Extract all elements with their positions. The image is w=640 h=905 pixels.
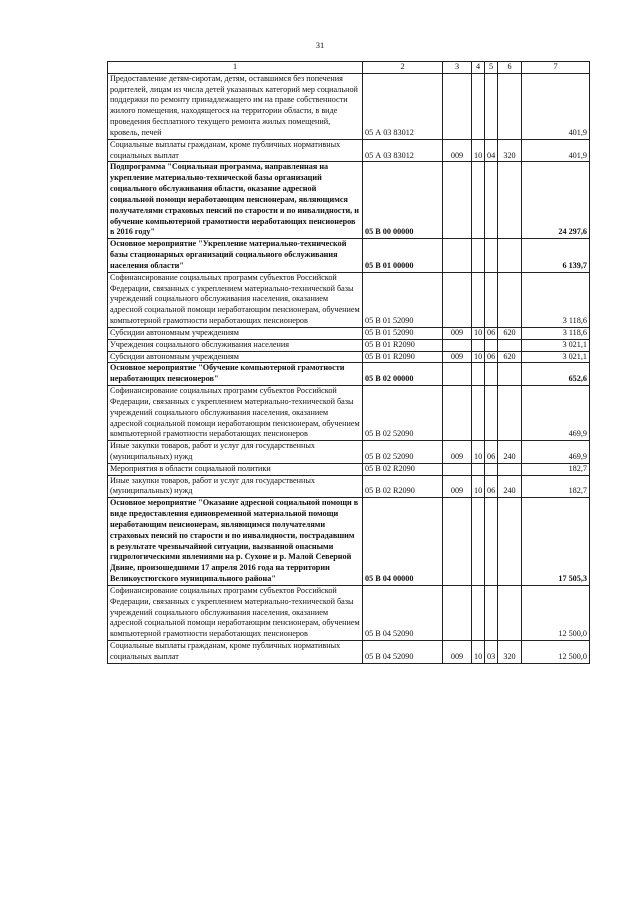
row-sum-cell: 3 118,6 bbox=[522, 327, 590, 339]
row-name-cell: Социальные выплаты гражданам, кроме публичных нормативных социальных выплат bbox=[108, 139, 363, 162]
table-row bbox=[108, 339, 590, 351]
row-sum-cell: 12 500,0 bbox=[522, 585, 590, 640]
row-ministry-code-cell: 009 bbox=[443, 327, 472, 339]
row-expense-type-cell bbox=[498, 585, 522, 640]
row-section-cell bbox=[472, 239, 485, 272]
row-subsection-cell bbox=[485, 585, 498, 640]
row-section-cell bbox=[472, 585, 485, 640]
row-name-cell: Предоставление детям-сиротам, детям, оставшимся без попечения родителей, лицам из числа детей указанных категорий мер социальной поддержки по ремонту принадлежащего им на праве собственности жилого помещения, находящегося на территории области, в виде проведения бесплатного текущего ремонта жилых помещений, кровель, печей bbox=[108, 73, 363, 139]
row-expense-type-cell: 620 bbox=[498, 351, 522, 363]
row-ministry-code-cell bbox=[443, 162, 472, 239]
row-expense-type-cell bbox=[498, 363, 522, 386]
table-row bbox=[108, 327, 590, 339]
row-code-cell: 05 В 01 52090 bbox=[363, 327, 443, 339]
row-sum-cell: 182,7 bbox=[522, 475, 590, 498]
header-cell-7: 7 bbox=[522, 62, 590, 74]
row-code-cell: 05 В 04 00000 bbox=[363, 498, 443, 586]
row-ministry-code-cell: 009 bbox=[443, 441, 472, 464]
row-section-cell: 10 bbox=[472, 441, 485, 464]
row-name-cell: Основное мероприятие "Оказание адресной социальной помощи в виде предоставления единовременной материальной помощи неработающим пенсионерам, являющимся получателями страховых пенсий по старости и по инвалидности, пострадавшим в результате чрезвычайной ситуации, вызванной опасными гидрологическими явлениями на р. Сухоне и р. Малой Северной Двине, произошедшими 17 апреля 2016 года на территории Великоустюгского муниципального района" bbox=[108, 498, 363, 586]
row-sum-cell: 652,6 bbox=[522, 363, 590, 386]
row-expense-type-cell: 240 bbox=[498, 475, 522, 498]
row-expense-type-cell bbox=[498, 339, 522, 351]
row-name-cell: Основное мероприятие "Обучение компьютерной грамотности неработающих пенсионеров" bbox=[108, 363, 363, 386]
row-sum-cell: 6 139,7 bbox=[522, 239, 590, 272]
row-subsection-cell bbox=[485, 73, 498, 139]
row-section-cell bbox=[472, 386, 485, 441]
row-section-cell bbox=[472, 498, 485, 586]
table-row bbox=[108, 585, 590, 640]
row-ministry-code-cell: 009 bbox=[443, 351, 472, 363]
row-code-cell: 05 В 02 R2090 bbox=[363, 463, 443, 475]
row-name-cell: Учреждения социального обслуживания населения bbox=[108, 339, 363, 351]
table-row bbox=[108, 641, 590, 664]
row-section-cell bbox=[472, 73, 485, 139]
table-row bbox=[108, 139, 590, 162]
row-section-cell bbox=[472, 363, 485, 386]
budget-table bbox=[107, 61, 590, 664]
row-section-cell: 10 bbox=[472, 139, 485, 162]
row-ministry-code-cell bbox=[443, 463, 472, 475]
row-ministry-code-cell bbox=[443, 272, 472, 327]
row-ministry-code-cell bbox=[443, 239, 472, 272]
row-subsection-cell: 06 bbox=[485, 327, 498, 339]
row-sum-cell: 24 297,6 bbox=[522, 162, 590, 239]
row-sum-cell: 401,9 bbox=[522, 73, 590, 139]
row-code-cell: 05 В 01 52090 bbox=[363, 272, 443, 327]
header-cell-3: 3 bbox=[443, 62, 472, 74]
row-expense-type-cell: 320 bbox=[498, 139, 522, 162]
row-sum-cell: 401,9 bbox=[522, 139, 590, 162]
header-cell-4: 4 bbox=[472, 62, 485, 74]
row-name-cell: Основное мероприятие "Укрепление материально-технической базы стационарных организаций социального обслуживания населения области" bbox=[108, 239, 363, 272]
row-code-cell: 05 В 02 R2090 bbox=[363, 475, 443, 498]
row-expense-type-cell bbox=[498, 73, 522, 139]
table-row bbox=[108, 386, 590, 441]
table-row bbox=[108, 239, 590, 272]
row-expense-type-cell: 320 bbox=[498, 641, 522, 664]
row-sum-cell: 17 505,3 bbox=[522, 498, 590, 586]
row-ministry-code-cell bbox=[443, 386, 472, 441]
row-subsection-cell bbox=[485, 363, 498, 386]
row-code-cell: 05 В 00 00000 bbox=[363, 162, 443, 239]
row-section-cell: 10 bbox=[472, 641, 485, 664]
row-sum-cell: 3 021,1 bbox=[522, 351, 590, 363]
row-ministry-code-cell: 009 bbox=[443, 139, 472, 162]
row-section-cell: 10 bbox=[472, 327, 485, 339]
row-name-cell: Социальные выплаты гражданам, кроме публичных нормативных социальных выплат bbox=[108, 641, 363, 664]
table-row bbox=[108, 162, 590, 239]
row-subsection-cell bbox=[485, 463, 498, 475]
row-code-cell: 05 В 01 R2090 bbox=[363, 351, 443, 363]
row-section-cell bbox=[472, 339, 485, 351]
row-name-cell: Подпрограмма "Социальная программа, направленная на укрепление материально-технической базы организаций социального обслуживания области, оказание адресной социальной помощи неработающим пенсионерам, являющимся получателями страховых пенсий по старости и по инвалидности, и обучение компьютерной грамотности неработающих пенсионеров в 2016 году" bbox=[108, 162, 363, 239]
row-sum-cell: 469,9 bbox=[522, 441, 590, 464]
row-code-cell: 05 В 02 00000 bbox=[363, 363, 443, 386]
row-name-cell: Софинансирование социальных программ субъектов Российской Федерации, связанных с укреплением материально-технической базы учреждений социального обслуживания населения, оказанием адресной социальной помощи неработающим пенсионерам, обучением компьютерной грамотности неработающих пенсионеров bbox=[108, 272, 363, 327]
row-code-cell: 05 В 01 R2090 bbox=[363, 339, 443, 351]
header-cell-1: 1 bbox=[108, 62, 363, 74]
row-expense-type-cell: 620 bbox=[498, 327, 522, 339]
row-name-cell: Софинансирование социальных программ субъектов Российской Федерации, связанных с укреплением материально-технической базы учреждений социального обслуживания населения, оказанием адресной социальной помощи неработающим пенсионерам, обучением компьютерной грамотности неработающих пенсионеров bbox=[108, 386, 363, 441]
table-row bbox=[108, 441, 590, 464]
row-code-cell: 05 В 04 52090 bbox=[363, 641, 443, 664]
table-row bbox=[108, 363, 590, 386]
row-subsection-cell bbox=[485, 498, 498, 586]
row-sum-cell: 12 500,0 bbox=[522, 641, 590, 664]
row-code-cell: 05 А 03 83012 bbox=[363, 139, 443, 162]
row-name-cell: Мероприятия в области социальной политики bbox=[108, 463, 363, 475]
table-row bbox=[108, 272, 590, 327]
row-subsection-cell: 06 bbox=[485, 351, 498, 363]
table-row bbox=[108, 498, 590, 586]
row-sum-cell: 182,7 bbox=[522, 463, 590, 475]
row-ministry-code-cell bbox=[443, 585, 472, 640]
row-name-cell: Софинансирование социальных программ субъектов Российской Федерации, связанных с укреплением материально-технической базы учреждений социального обслуживания населения, оказанием адресной социальной помощи неработающим пенсионерам, обучением компьютерной грамотности неработающих пенсионеров bbox=[108, 585, 363, 640]
row-expense-type-cell bbox=[498, 162, 522, 239]
row-section-cell: 10 bbox=[472, 475, 485, 498]
row-code-cell: 05 В 01 00000 bbox=[363, 239, 443, 272]
row-subsection-cell: 06 bbox=[485, 441, 498, 464]
row-subsection-cell: 04 bbox=[485, 139, 498, 162]
row-expense-type-cell bbox=[498, 239, 522, 272]
row-section-cell bbox=[472, 272, 485, 327]
row-expense-type-cell bbox=[498, 386, 522, 441]
row-name-cell: Иные закупки товаров, работ и услуг для государственных (муниципальных) нужд bbox=[108, 475, 363, 498]
row-ministry-code-cell bbox=[443, 339, 472, 351]
table-row bbox=[108, 351, 590, 363]
header-cell-2: 2 bbox=[363, 62, 443, 74]
row-name-cell: Субсидии автономным учреждениям bbox=[108, 351, 363, 363]
row-expense-type-cell: 240 bbox=[498, 441, 522, 464]
row-section-cell: 10 bbox=[472, 351, 485, 363]
row-subsection-cell: 06 bbox=[485, 475, 498, 498]
row-ministry-code-cell bbox=[443, 363, 472, 386]
row-subsection-cell bbox=[485, 272, 498, 327]
row-code-cell: 05 В 04 52090 bbox=[363, 585, 443, 640]
row-subsection-cell bbox=[485, 339, 498, 351]
table-header-row bbox=[108, 62, 590, 74]
row-subsection-cell: 03 bbox=[485, 641, 498, 664]
row-code-cell: 05 В 02 52090 bbox=[363, 386, 443, 441]
row-expense-type-cell bbox=[498, 272, 522, 327]
row-name-cell: Субсидии автономным учреждениям bbox=[108, 327, 363, 339]
row-ministry-code-cell bbox=[443, 498, 472, 586]
table-row bbox=[108, 475, 590, 498]
row-subsection-cell bbox=[485, 239, 498, 272]
row-code-cell: 05 В 02 52090 bbox=[363, 441, 443, 464]
row-name-cell: Иные закупки товаров, работ и услуг для государственных (муниципальных) нужд bbox=[108, 441, 363, 464]
row-section-cell bbox=[472, 162, 485, 239]
row-expense-type-cell bbox=[498, 498, 522, 586]
header-cell-5: 5 bbox=[485, 62, 498, 74]
table-row bbox=[108, 463, 590, 475]
header-cell-6: 6 bbox=[498, 62, 522, 74]
row-ministry-code-cell bbox=[443, 73, 472, 139]
row-sum-cell: 469,9 bbox=[522, 386, 590, 441]
row-expense-type-cell bbox=[498, 463, 522, 475]
row-sum-cell: 3 118,6 bbox=[522, 272, 590, 327]
table-row bbox=[108, 73, 590, 139]
row-ministry-code-cell: 009 bbox=[443, 475, 472, 498]
row-sum-cell: 3 021,1 bbox=[522, 339, 590, 351]
row-section-cell bbox=[472, 463, 485, 475]
table-body bbox=[108, 62, 590, 664]
page-number: 31 bbox=[315, 40, 325, 50]
row-ministry-code-cell: 009 bbox=[443, 641, 472, 664]
row-subsection-cell bbox=[485, 386, 498, 441]
row-code-cell: 05 А 03 83012 bbox=[363, 73, 443, 139]
row-subsection-cell bbox=[485, 162, 498, 239]
